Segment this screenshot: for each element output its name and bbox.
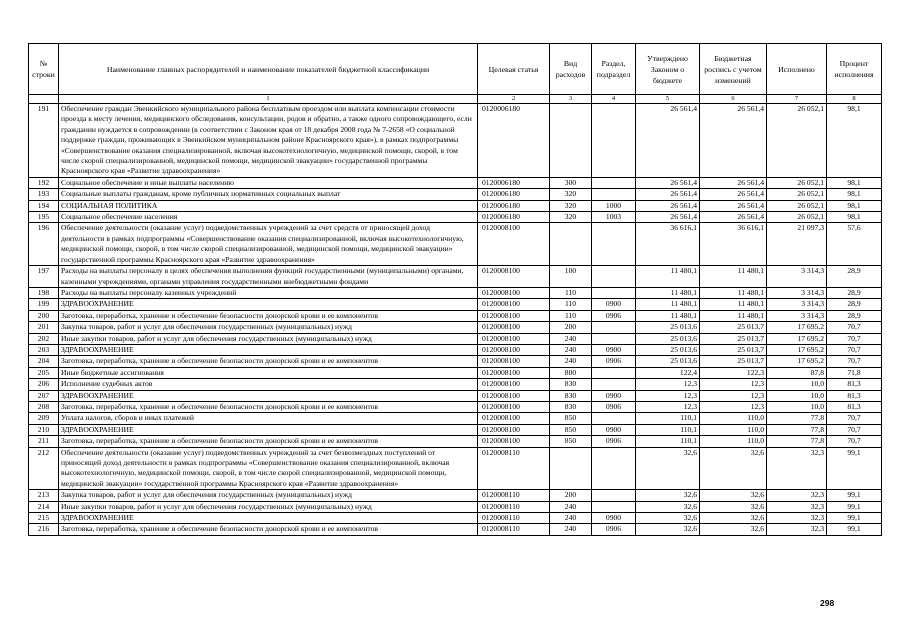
row-number: 205 (29, 367, 59, 378)
row-approved: 110,1 (636, 424, 700, 435)
row-expense-type: 240 (550, 333, 592, 344)
row-approved: 11 480,1 (636, 299, 700, 310)
row-expense-type: 110 (550, 299, 592, 310)
row-section: 0906 (592, 401, 636, 412)
row-approved: 26 561,4 (636, 189, 700, 200)
header-target-article: Целевая статья (478, 44, 550, 95)
row-budget-schedule: 25 013,7 (700, 344, 767, 355)
row-approved: 32,6 (636, 524, 700, 535)
row-section: 1003 (592, 212, 636, 223)
row-approved: 110,1 (636, 413, 700, 424)
table-row (29, 299, 882, 310)
budget-table (28, 43, 882, 536)
row-number: 209 (29, 413, 59, 424)
row-number: 214 (29, 501, 59, 512)
row-expense-type: 800 (550, 367, 592, 378)
table-row (29, 524, 882, 535)
row-executed: 26 052,1 (767, 189, 827, 200)
table-row (29, 490, 882, 501)
row-target-article: 0120008100 (478, 436, 550, 447)
row-executed: 77,8 (767, 436, 827, 447)
table-row (29, 413, 882, 424)
row-budget-schedule: 25 013,7 (700, 322, 767, 333)
row-executed: 77,8 (767, 413, 827, 424)
column-number: 3 (550, 95, 592, 104)
row-section (592, 177, 636, 188)
row-number: 197 (29, 266, 59, 288)
row-section: 0900 (592, 513, 636, 524)
row-target-article: 0120008100 (478, 266, 550, 288)
row-executed: 32,3 (767, 501, 827, 512)
row-approved: 12,3 (636, 379, 700, 390)
row-executed: 32,3 (767, 524, 827, 535)
table-row (29, 344, 882, 355)
row-executed: 26 052,1 (767, 104, 827, 178)
row-section (592, 266, 636, 288)
row-expense-type: 850 (550, 424, 592, 435)
row-approved: 32,6 (636, 490, 700, 501)
row-executed: 26 052,1 (767, 177, 827, 188)
row-executed: 10,0 (767, 379, 827, 390)
row-percent: 70,7 (827, 413, 882, 424)
row-target-article: 0120008100 (478, 223, 550, 266)
row-budget-schedule: 11 480,1 (700, 266, 767, 288)
row-budget-schedule: 25 013,7 (700, 333, 767, 344)
row-target-article: 0120008110 (478, 513, 550, 524)
row-section: 0906 (592, 310, 636, 321)
row-name: Расходы на выплаты персоналу казенных учреждений (59, 287, 478, 298)
column-number: 1 (59, 95, 478, 104)
row-number: 201 (29, 322, 59, 333)
row-approved: 26 561,4 (636, 104, 700, 178)
row-expense-type: 200 (550, 490, 592, 501)
row-budget-schedule: 11 480,1 (700, 310, 767, 321)
row-expense-type: 320 (550, 212, 592, 223)
row-number: 199 (29, 299, 59, 310)
table-row (29, 287, 882, 298)
header-section: Раздел, подраздел (592, 44, 636, 95)
row-budget-schedule: 11 480,1 (700, 287, 767, 298)
row-approved: 36 616,1 (636, 223, 700, 266)
row-executed: 26 052,1 (767, 200, 827, 211)
row-section (592, 287, 636, 298)
row-name: СОЦИАЛЬНАЯ ПОЛИТИКА (59, 200, 478, 211)
row-name: Социальное обеспечение и иные выплаты населению (59, 177, 478, 188)
row-number: 207 (29, 390, 59, 401)
row-expense-type (550, 104, 592, 178)
row-expense-type: 830 (550, 401, 592, 412)
row-approved: 25 013,6 (636, 322, 700, 333)
row-name: Заготовка, переработка, хранение и обеспечение безопасности донорской крови и ее компонентов (59, 524, 478, 535)
row-expense-type: 830 (550, 379, 592, 390)
row-expense-type: 240 (550, 524, 592, 535)
row-percent: 81,3 (827, 390, 882, 401)
row-name: Социальные выплаты гражданам, кроме публичных нормативных социальных выплат (59, 189, 478, 200)
row-target-article: 0120008100 (478, 424, 550, 435)
row-number: 194 (29, 200, 59, 211)
row-number: 211 (29, 436, 59, 447)
row-name: Закупка товаров, работ и услуг для обеспечения государственных (муниципальных) нужд (59, 322, 478, 333)
row-percent: 70,7 (827, 424, 882, 435)
table-row (29, 513, 882, 524)
header-approved: Утверждено Законом о бюджете (636, 44, 700, 95)
row-number: 200 (29, 310, 59, 321)
row-executed: 17 695,2 (767, 344, 827, 355)
row-section (592, 223, 636, 266)
row-expense-type: 320 (550, 189, 592, 200)
table-row (29, 104, 882, 178)
table-row (29, 212, 882, 223)
row-target-article: 0120008100 (478, 287, 550, 298)
row-number: 191 (29, 104, 59, 178)
row-executed: 17 695,2 (767, 333, 827, 344)
row-percent: 71,8 (827, 367, 882, 378)
row-percent: 99,1 (827, 447, 882, 490)
row-executed: 3 314,3 (767, 299, 827, 310)
row-name: Иные закупки товаров, работ и услуг для обеспечения государственных (муниципальных) нужд (59, 501, 478, 512)
row-executed: 87,8 (767, 367, 827, 378)
row-percent: 28,9 (827, 299, 882, 310)
row-number: 204 (29, 356, 59, 367)
row-budget-schedule: 32,6 (700, 501, 767, 512)
row-budget-schedule: 32,6 (700, 524, 767, 535)
row-executed: 3 314,3 (767, 266, 827, 288)
row-number: 202 (29, 333, 59, 344)
row-section: 0906 (592, 436, 636, 447)
row-executed: 17 695,2 (767, 322, 827, 333)
row-budget-schedule: 122,3 (700, 367, 767, 378)
row-target-article: 0120008110 (478, 447, 550, 490)
row-percent: 98,1 (827, 200, 882, 211)
row-budget-schedule: 110,0 (700, 436, 767, 447)
row-budget-schedule: 25 013,7 (700, 356, 767, 367)
row-approved: 26 561,4 (636, 200, 700, 211)
row-expense-type: 320 (550, 200, 592, 211)
row-section: 0900 (592, 344, 636, 355)
table-row (29, 189, 882, 200)
column-number: 6 (700, 95, 767, 104)
table-row (29, 424, 882, 435)
row-target-article: 0120008100 (478, 390, 550, 401)
row-percent: 70,7 (827, 322, 882, 333)
row-number: 215 (29, 513, 59, 524)
row-target-article: 0120008100 (478, 333, 550, 344)
row-budget-schedule: 26 561,4 (700, 200, 767, 211)
table-row (29, 447, 882, 490)
row-executed: 32,3 (767, 490, 827, 501)
row-budget-schedule: 12,3 (700, 390, 767, 401)
row-approved: 32,6 (636, 513, 700, 524)
row-percent: 98,1 (827, 177, 882, 188)
row-approved: 11 480,1 (636, 310, 700, 321)
row-approved: 25 013,6 (636, 344, 700, 355)
row-percent: 99,1 (827, 524, 882, 535)
row-name: ЗДРАВООХРАНЕНИЕ (59, 299, 478, 310)
row-approved: 26 561,4 (636, 212, 700, 223)
table-row (29, 200, 882, 211)
row-name: ЗДРАВООХРАНЕНИЕ (59, 344, 478, 355)
column-number: 5 (636, 95, 700, 104)
row-approved: 12,3 (636, 390, 700, 401)
row-target-article: 0120008100 (478, 322, 550, 333)
row-section (592, 189, 636, 200)
table-row (29, 501, 882, 512)
row-percent: 28,9 (827, 287, 882, 298)
row-executed: 17 695,2 (767, 356, 827, 367)
row-expense-type (550, 223, 592, 266)
row-number: 193 (29, 189, 59, 200)
row-percent: 98,1 (827, 189, 882, 200)
row-number: 216 (29, 524, 59, 535)
row-approved: 12,3 (636, 401, 700, 412)
row-name: Заготовка, переработка, хранение и обеспечение безопасности донорской крови и ее компонентов (59, 356, 478, 367)
row-expense-type: 200 (550, 322, 592, 333)
row-name: Закупка товаров, работ и услуг для обеспечения государственных (муниципальных) нужд (59, 490, 478, 501)
row-percent: 57,6 (827, 223, 882, 266)
column-number: 2 (478, 95, 550, 104)
row-expense-type (550, 447, 592, 490)
row-name: Заготовка, переработка, хранение и обеспечение безопасности донорской крови и ее компонентов (59, 310, 478, 321)
row-budget-schedule: 26 561,4 (700, 104, 767, 178)
row-expense-type: 850 (550, 436, 592, 447)
row-percent: 70,7 (827, 436, 882, 447)
header-budget-schedule: Бюджетная роспись с учетом изменений (700, 44, 767, 95)
row-number: 208 (29, 401, 59, 412)
column-number: 4 (592, 95, 636, 104)
budget-table-sheet (28, 43, 881, 536)
row-executed: 32,3 (767, 513, 827, 524)
row-target-article: 0120008100 (478, 310, 550, 321)
row-name: ЗДРАВООХРАНЕНИЕ (59, 424, 478, 435)
row-number: 198 (29, 287, 59, 298)
row-section (592, 367, 636, 378)
row-expense-type: 830 (550, 390, 592, 401)
row-budget-schedule: 11 480,1 (700, 299, 767, 310)
row-budget-schedule: 26 561,4 (700, 189, 767, 200)
row-section: 0906 (592, 524, 636, 535)
row-budget-schedule: 26 561,4 (700, 212, 767, 223)
header-percent: Процент исполнения (827, 44, 882, 95)
row-percent: 81,3 (827, 379, 882, 390)
row-name: Расходы на выплаты персоналу в целях обеспечения выполнения функций государственными (муниципальными) органами, казенными учреждениями, органами управления государственными внебюджетными фондами (59, 266, 478, 288)
row-section: 0900 (592, 299, 636, 310)
row-executed: 32,3 (767, 447, 827, 490)
row-executed: 10,0 (767, 390, 827, 401)
row-section: 0900 (592, 424, 636, 435)
row-target-article: 0120008110 (478, 490, 550, 501)
row-approved: 25 013,6 (636, 333, 700, 344)
header-row (29, 44, 882, 95)
row-target-article: 0120008100 (478, 367, 550, 378)
table-row (29, 379, 882, 390)
row-executed: 21 097,3 (767, 223, 827, 266)
row-name: Иные бюджетные ассигнования (59, 367, 478, 378)
row-budget-schedule: 32,6 (700, 490, 767, 501)
row-number: 203 (29, 344, 59, 355)
row-percent: 81,3 (827, 401, 882, 412)
row-executed: 3 314,3 (767, 287, 827, 298)
row-section: 1000 (592, 200, 636, 211)
row-percent: 70,7 (827, 344, 882, 355)
row-executed: 10,0 (767, 401, 827, 412)
row-executed: 77,8 (767, 424, 827, 435)
row-name: Заготовка, переработка, хранение и обеспечение безопасности донорской крови и ее компонентов (59, 436, 478, 447)
row-number: 196 (29, 223, 59, 266)
row-section (592, 333, 636, 344)
row-executed: 26 052,1 (767, 212, 827, 223)
header-executed: Исполнено (767, 44, 827, 95)
row-section (592, 501, 636, 512)
row-target-article: 0120008100 (478, 356, 550, 367)
row-section: 0906 (592, 356, 636, 367)
row-expense-type: 110 (550, 287, 592, 298)
row-budget-schedule: 110,0 (700, 424, 767, 435)
row-percent: 98,1 (827, 212, 882, 223)
row-approved: 26 561,4 (636, 177, 700, 188)
row-section (592, 379, 636, 390)
table-row (29, 177, 882, 188)
row-target-article: 0120008110 (478, 524, 550, 535)
row-target-article: 0120006180 (478, 177, 550, 188)
row-approved: 25 013,6 (636, 356, 700, 367)
row-budget-schedule: 26 561,4 (700, 177, 767, 188)
row-section (592, 104, 636, 178)
row-percent: 99,1 (827, 501, 882, 512)
row-name: Заготовка, переработка, хранение и обеспечение безопасности донорской крови и ее компонентов (59, 401, 478, 412)
row-budget-schedule: 12,3 (700, 379, 767, 390)
row-target-article: 0120006180 (478, 212, 550, 223)
row-target-article: 0120006180 (478, 104, 550, 178)
row-expense-type: 240 (550, 344, 592, 355)
row-percent: 70,7 (827, 333, 882, 344)
row-expense-type: 100 (550, 266, 592, 288)
row-percent: 98,1 (827, 104, 882, 178)
row-budget-schedule: 36 616,1 (700, 223, 767, 266)
table-row (29, 390, 882, 401)
header-expense-type: Вид расходов (550, 44, 592, 95)
row-percent: 99,1 (827, 490, 882, 501)
row-target-article: 0120008100 (478, 413, 550, 424)
row-percent: 28,9 (827, 310, 882, 321)
row-number: 192 (29, 177, 59, 188)
column-number: 7 (767, 95, 827, 104)
column-number: 8 (827, 95, 882, 104)
row-target-article: 0120008100 (478, 401, 550, 412)
row-number: 206 (29, 379, 59, 390)
row-name: ЗДРАВООХРАНЕНИЕ (59, 513, 478, 524)
row-percent: 70,7 (827, 356, 882, 367)
row-approved: 110,1 (636, 436, 700, 447)
table-row (29, 356, 882, 367)
row-approved: 11 480,1 (636, 287, 700, 298)
table-row (29, 266, 882, 288)
table-row (29, 401, 882, 412)
row-expense-type: 240 (550, 501, 592, 512)
table-row (29, 322, 882, 333)
row-section (592, 413, 636, 424)
row-number: 210 (29, 424, 59, 435)
column-number (29, 95, 59, 104)
row-name: Обеспечение граждан Эвенкийского муниципального района бесплатным проездом или выплата компенсации стоимости проезда к месту лечения, медицинского обследования, консультации, родов и обратно, а также одного сопровождающего, если гражданин нуждается в сопровождении (в соответствии с Законом края от 18 декабря 2008 года № 7-2658 «О социальной поддержке граждан, проживающих в Эвенкийском муниципальном районе Красноярского края»), в рамках подпрограммы «Совершенствование оказания специализированной, включая высокотехнологичную, медицинской помощи, скорой, в том числе скорой специализированной, медицинской помощи, медицинской эвакуации» государственной программы Красноярского края «Развитие здравоохранения» (59, 104, 478, 178)
row-target-article: 0120008100 (478, 344, 550, 355)
row-approved: 122,4 (636, 367, 700, 378)
row-budget-schedule: 32,6 (700, 447, 767, 490)
row-section: 0900 (592, 390, 636, 401)
row-section (592, 322, 636, 333)
header-row-number: № строки (29, 44, 59, 95)
table-row (29, 333, 882, 344)
row-budget-schedule: 32,6 (700, 513, 767, 524)
row-name: Иные закупки товаров, работ и услуг для обеспечения государственных (муниципальных) нужд (59, 333, 478, 344)
row-expense-type: 240 (550, 356, 592, 367)
row-number: 212 (29, 447, 59, 490)
row-expense-type: 240 (550, 513, 592, 524)
row-name: Исполнение судебных актов (59, 379, 478, 390)
table-body (29, 104, 882, 536)
row-target-article: 0120008110 (478, 501, 550, 512)
row-number: 213 (29, 490, 59, 501)
table-row (29, 367, 882, 378)
row-expense-type: 110 (550, 310, 592, 321)
row-budget-schedule: 110,0 (700, 413, 767, 424)
page-number: 298 (820, 598, 835, 608)
row-name: Обеспечение деятельности (оказание услуг) подведомственных учреждений за счет средств от приносящей доход деятельности в рамках подпрограммы «Совершенствование оказания специализированной, включая высокотехнологичную, медицинской помощи, скорой, в том числе скорой специализированной, медицинской помощи, медицинской эвакуации» государственной программы Красноярского края «Развитие здравоохранения» (59, 223, 478, 266)
row-name: Социальное обеспечение населения (59, 212, 478, 223)
row-target-article: 0120006180 (478, 200, 550, 211)
table-row (29, 310, 882, 321)
header-name: Наименование главных распорядителей и наименование показателей бюджетной классификации (59, 44, 478, 95)
row-executed: 3 314,3 (767, 310, 827, 321)
row-name: Обеспечение деятельности (оказание услуг) подведомственных учреждений за счет безвозмездных поступлений от приносящей доход деятельности в рамках подпрограммы «Совершенствование оказания специализированной, включая высокотехнологичную, медицинской помощи, скорой, в том числе скорой специализированной, медицинской помощи, медицинской эвакуации» государственной программы Красноярского края «Развитие здравоохранения» (59, 447, 478, 490)
row-expense-type: 850 (550, 413, 592, 424)
row-number: 195 (29, 212, 59, 223)
row-target-article: 0120008100 (478, 379, 550, 390)
row-section (592, 490, 636, 501)
row-approved: 32,6 (636, 447, 700, 490)
row-section (592, 447, 636, 490)
row-approved: 11 480,1 (636, 266, 700, 288)
row-percent: 99,1 (827, 513, 882, 524)
row-name: ЗДРАВООХРАНЕНИЕ (59, 390, 478, 401)
row-target-article: 0120008100 (478, 299, 550, 310)
row-budget-schedule: 12,3 (700, 401, 767, 412)
row-expense-type: 300 (550, 177, 592, 188)
row-target-article: 0120006180 (478, 189, 550, 200)
column-number-row (29, 95, 882, 104)
row-name: Уплата налогов, сборов и иных платежей (59, 413, 478, 424)
table-row (29, 223, 882, 266)
row-approved: 32,6 (636, 501, 700, 512)
table-row (29, 436, 882, 447)
row-percent: 28,9 (827, 266, 882, 288)
